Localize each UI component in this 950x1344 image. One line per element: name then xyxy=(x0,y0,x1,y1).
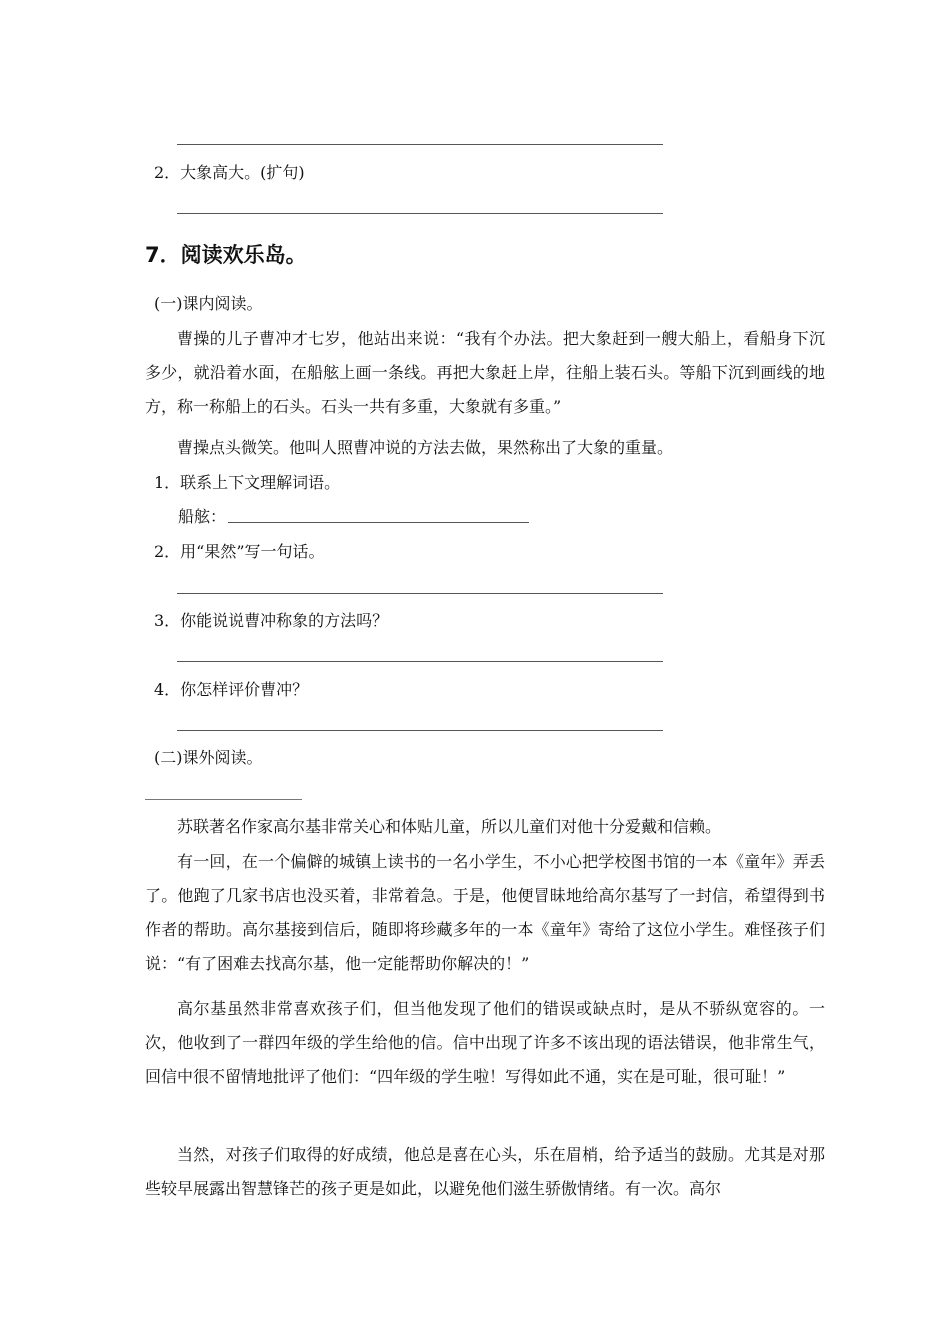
answer-line[interactable] xyxy=(228,522,529,523)
passage-paragraph: 曹操的儿子曹冲才七岁，他站出来说：“我有个办法。把大象赶到一艘大船上，看船身下沉多少，就沿着水面，在船舷上画一条线。再把大象赶上岸，往船上装石头。等船下沉到画线的地方，称一称船上的石头。石头一共有多重，大象就有多重。” xyxy=(145,329,825,416)
footnote-divider xyxy=(145,799,302,800)
question-2: 2．用“果然”写一句话。 xyxy=(154,542,325,561)
vocab-word-label: 船舷： xyxy=(178,507,227,526)
answer-line[interactable] xyxy=(177,593,663,594)
part-label-in-class: (一)课内阅读。 xyxy=(154,294,263,313)
answer-line[interactable] xyxy=(177,661,663,662)
part-label-extracurricular: (二)课外阅读。 xyxy=(154,748,263,767)
passage-paragraph: 有一回，在一个偏僻的城镇上读书的一名小学生，不小心把学校图书馆的一本《童年》弄丢了。他跑了几家书店也没买着，非常着急。于是，他便冒昧地给高尔基写了一封信，希望得到书作者的帮助。高尔基接到信后，随即将珍藏多年的一本《童年》寄给了这位小学生。难怪孩子们说：“有了困难去找高尔基，他一定能帮助你解决的！” xyxy=(145,852,825,973)
answer-line[interactable] xyxy=(177,144,663,145)
passage-paragraph: 当然，对孩子们取得的好成绩，他总是喜在心头，乐在眉梢，给予适当的鼓励。尤其是对那些较早展露出智慧锋芒的孩子更是如此，以避免他们滋生骄傲情绪。有一次。高尔 xyxy=(145,1145,825,1198)
question-expand-sentence: 2．大象高大。(扩句) xyxy=(154,163,305,182)
question-1: 1．联系上下文理解词语。 xyxy=(154,473,341,492)
passage-paragraph: 曹操点头微笑。他叫人照曹冲说的方法去做，果然称出了大象的重量。 xyxy=(177,438,674,457)
passage-paragraph: 苏联著名作家高尔基非常关心和体贴儿童，所以儿童们对他十分爱戴和信赖。 xyxy=(177,817,722,836)
question-3: 3．你能说说曹冲称象的方法吗？ xyxy=(154,611,389,630)
answer-line[interactable] xyxy=(177,213,663,214)
passage-paragraph: 高尔基虽然非常喜欢孩子们，但当他发现了他们的错误或缺点时，是从不骄纵宽容的。一次，他收到了一群四年级的学生给他的信。信中出现了许多不该出现的语法错误，他非常生气，回信中很不留情地批评了他们：“四年级的学生啦！写得如此不通，实在是可耻，很可耻！” xyxy=(145,999,825,1086)
question-4: 4．你怎样评价曹冲？ xyxy=(154,680,309,699)
section-title: 7．阅读欢乐岛。 xyxy=(145,243,307,267)
answer-line[interactable] xyxy=(177,730,663,731)
